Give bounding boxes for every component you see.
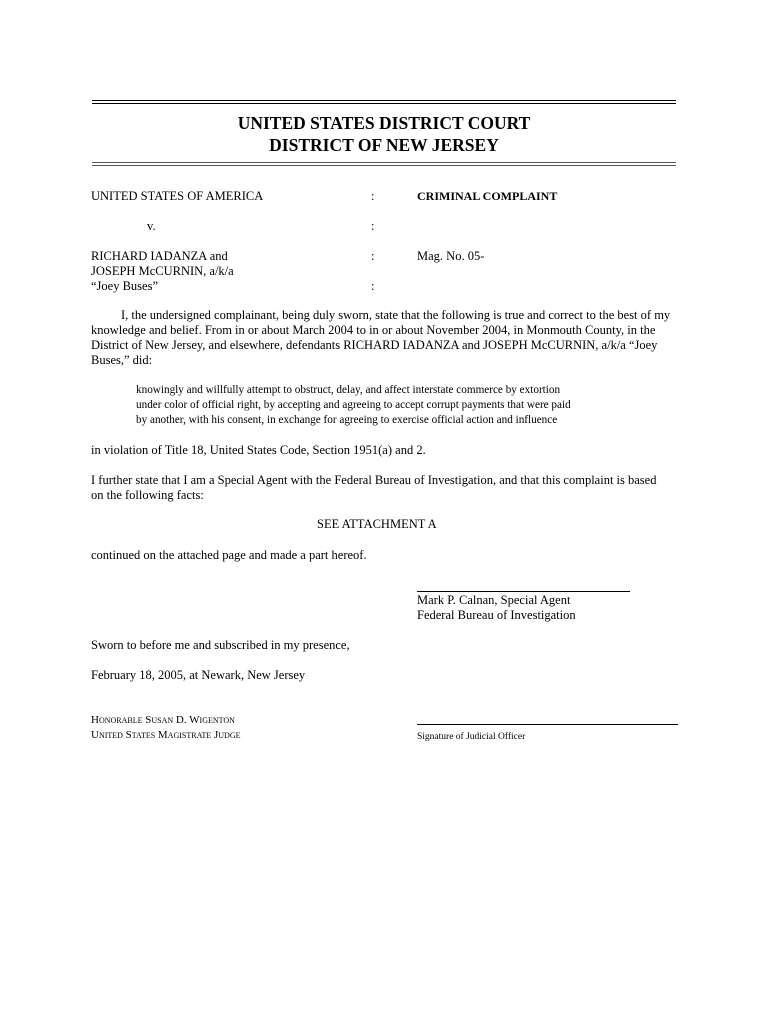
caption-plaintiff: UNITED STATES OF AMERICA bbox=[91, 189, 264, 203]
court-name: UNITED STATES DISTRICT COURT bbox=[237, 113, 531, 133]
violation-statement: in violation of Title 18, United States Code, Section 1951(a) and 2. bbox=[91, 443, 426, 457]
complaint-intro-paragraph: I, the undersigned complainant, being duly sworn, state that the following is true and correct to the best of my knowledge and belief. From in or about March 2004 to in or about November 2004, in Monmouth County, in the District of New Jersey, and elsewhere, defendants RICHARD IADANZA and JOSEPH McCURNIN, a/k/a “Joey Buses,” did: bbox=[91, 308, 671, 367]
complainant-signature-line bbox=[417, 591, 630, 592]
charge-line-3: by another, with his consent, in exchange for agreeing to exercise official action and influence bbox=[136, 414, 558, 426]
continued-note: continued on the attached page and made a part hereof. bbox=[91, 548, 367, 562]
judge-name: Honorable Susan D. Wigenton bbox=[91, 714, 235, 726]
charge-line-2: under color of official right, by accepting and agreeing to accept corrupt payments that were paid bbox=[136, 399, 571, 411]
caption-colon-1: : bbox=[371, 189, 375, 203]
judicial-signature-label: Signature of Judicial Officer bbox=[417, 732, 526, 742]
attachment-reference: SEE ATTACHMENT A bbox=[317, 517, 437, 531]
sworn-date-place: February 18, 2005, at Newark, New Jersey bbox=[91, 668, 306, 682]
sworn-statement: Sworn to before me and subscribed in my presence, bbox=[91, 638, 350, 652]
caption-defendants-line-3: “Joey Buses” bbox=[91, 279, 158, 293]
judicial-signature-line bbox=[417, 724, 678, 725]
district-name: DISTRICT OF NEW JERSEY bbox=[269, 135, 499, 155]
charge-line-1: knowingly and willfully attempt to obstruct, delay, and affect interstate commerce by extortion bbox=[136, 384, 561, 396]
document-type: CRIMINAL COMPLAINT bbox=[417, 189, 558, 203]
header-bottom-rule-2 bbox=[92, 165, 676, 166]
judge-title: United States Magistrate Judge bbox=[91, 729, 241, 741]
caption-defendants-line-2: JOSEPH McCURNIN, a/k/a bbox=[91, 264, 234, 278]
complainant-agency: Federal Bureau of Investigation bbox=[417, 608, 576, 622]
caption-colon-3: : bbox=[371, 249, 375, 263]
header-bottom-rule bbox=[92, 162, 676, 163]
caption-colon-4: : bbox=[371, 279, 375, 293]
caption-colon-2: : bbox=[371, 219, 375, 233]
complainant-name: Mark P. Calnan, Special Agent bbox=[417, 593, 571, 607]
header-top-rule bbox=[92, 100, 676, 104]
mag-number: Mag. No. 05- bbox=[417, 249, 485, 263]
caption-defendants-line-1: RICHARD IADANZA and bbox=[91, 249, 228, 263]
caption-versus: v. bbox=[147, 219, 156, 233]
agent-statement: I further state that I am a Special Agent with the Federal Bureau of Investigation, and that this complaint is based on the following facts: bbox=[91, 473, 657, 502]
